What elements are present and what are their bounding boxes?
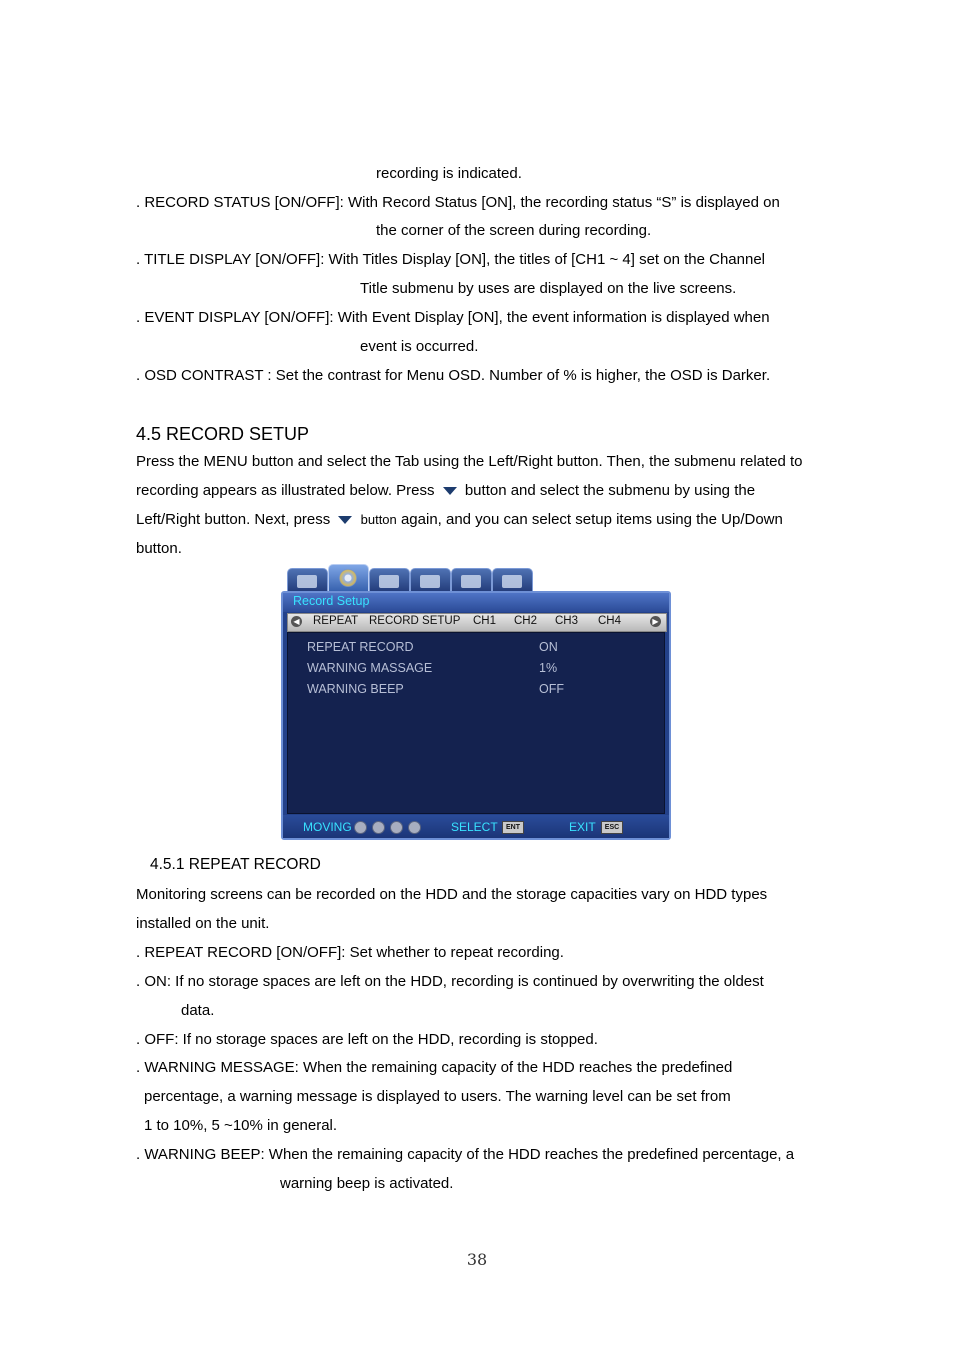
submenu-tab-ch1[interactable]: CH1 [473, 615, 497, 627]
left-arrow-icon[interactable]: ◀ [291, 616, 302, 627]
record-setup-menu-screenshot [281, 562, 671, 839]
left-key-icon [390, 821, 403, 834]
submenu-tab-ch3[interactable]: CH3 [555, 615, 579, 627]
text-line: the corner of the screen during recording. [376, 222, 652, 239]
setting-label[interactable]: REPEAT RECORD [307, 640, 414, 654]
up-key-icon [354, 821, 367, 834]
text-line: recording is indicated. [376, 165, 522, 182]
text-line: event is occurred. [360, 338, 479, 355]
text-line: . EVENT DISPLAY [ON/OFF]: With Event Display [ON], the event information is displayed when [136, 309, 770, 326]
text-line: button. [136, 540, 182, 557]
text-line: data. [181, 1002, 215, 1019]
enter-key-icon: ENT [502, 821, 524, 834]
text-line [136, 482, 755, 500]
setting-value[interactable]: 1% [539, 661, 558, 675]
down-arrow-icon [338, 516, 352, 524]
submenu-tab-record-setup[interactable]: RECORD SETUP [369, 615, 461, 627]
setting-value[interactable]: ON [539, 640, 558, 654]
setting-label[interactable]: WARNING BEEP [307, 682, 404, 696]
text-line: Title submenu by uses are displayed on the live screens. [360, 280, 737, 297]
text-line: . OFF: If no storage spaces are left on the HDD, recording is stopped. [136, 1031, 598, 1048]
submenu-tab-ch4[interactable]: CH4 [598, 615, 622, 627]
footer-exit-label: EXIT [569, 820, 596, 834]
text-line: . WARNING BEEP: When the remaining capacity of the HDD reaches the predefined percentage, a [136, 1146, 795, 1163]
text-line: . TITLE DISPLAY [ON/OFF]: With Titles Display [ON], the titles of [CH1 ~ 4] set on the Channel [136, 251, 765, 268]
section-heading: 4.5 RECORD SETUP [136, 424, 310, 444]
submenu-tab-bar [287, 613, 667, 632]
footer-moving-label: MOVING [303, 820, 352, 834]
submenu-tab-ch2[interactable]: CH2 [514, 615, 538, 627]
subsection-heading: 4.5.1 REPEAT RECORD [150, 856, 321, 873]
text-fragment: Left/Right button. Next, press [136, 511, 331, 528]
text-fragment: button [360, 512, 397, 527]
text-line: . ON: If no storage spaces are left on the HDD, recording is continued by overwriting the oldest [136, 973, 764, 990]
text-fragment: again, and you can select setup items using the Up/Down [400, 511, 783, 528]
down-arrow-icon [443, 487, 457, 495]
footer-select-label: SELECT [451, 820, 498, 834]
down-key-icon [372, 821, 385, 834]
text-fragment: button and select the submenu by using the [464, 482, 756, 499]
menu-title: Record Setup [293, 594, 370, 608]
right-arrow-icon[interactable]: ▶ [650, 616, 661, 627]
menu-footer [283, 815, 669, 838]
menu-title-bar [283, 593, 669, 612]
text-line: . REPEAT RECORD [ON/OFF]: Set whether to repeat recording. [136, 944, 564, 961]
text-line [136, 511, 783, 529]
page-number: 38 [466, 1250, 488, 1269]
submenu-tab-repeat[interactable]: REPEAT [313, 615, 359, 627]
right-key-icon [408, 821, 421, 834]
menu-frame [281, 591, 671, 840]
setting-value[interactable]: OFF [539, 682, 564, 696]
setting-label[interactable]: WARNING MASSAGE [307, 661, 433, 675]
text-line: installed on the unit. [136, 915, 270, 932]
text-line: . RECORD STATUS [ON/OFF]: With Record Status [ON], the recording status “S” is displayed on [136, 194, 780, 211]
text-line: Monitoring screens can be recorded on the HDD and the storage capacities vary on HDD types [136, 886, 768, 903]
text-line: . OSD CONTRAST : Set the contrast for Menu OSD. Number of % is higher, the OSD is Darker. [136, 367, 771, 384]
text-line: warning beep is activated. [280, 1175, 454, 1192]
text-line: . WARNING MESSAGE: When the remaining capacity of the HDD reaches the predefined [136, 1059, 733, 1076]
text-line: percentage, a warning message is displayed to users. The warning level can be set from [144, 1088, 731, 1105]
text-line: 1 to 10%, 5 ~10% in general. [144, 1117, 338, 1134]
settings-panel [287, 632, 665, 814]
esc-key-icon: ESC [601, 821, 623, 834]
text-line: Press the MENU button and select the Tab using the Left/Right button. Then, the submenu related to [136, 453, 803, 470]
record-disc-tab-icon[interactable] [328, 564, 369, 594]
text-fragment: recording appears as illustrated below. Press [136, 482, 435, 499]
